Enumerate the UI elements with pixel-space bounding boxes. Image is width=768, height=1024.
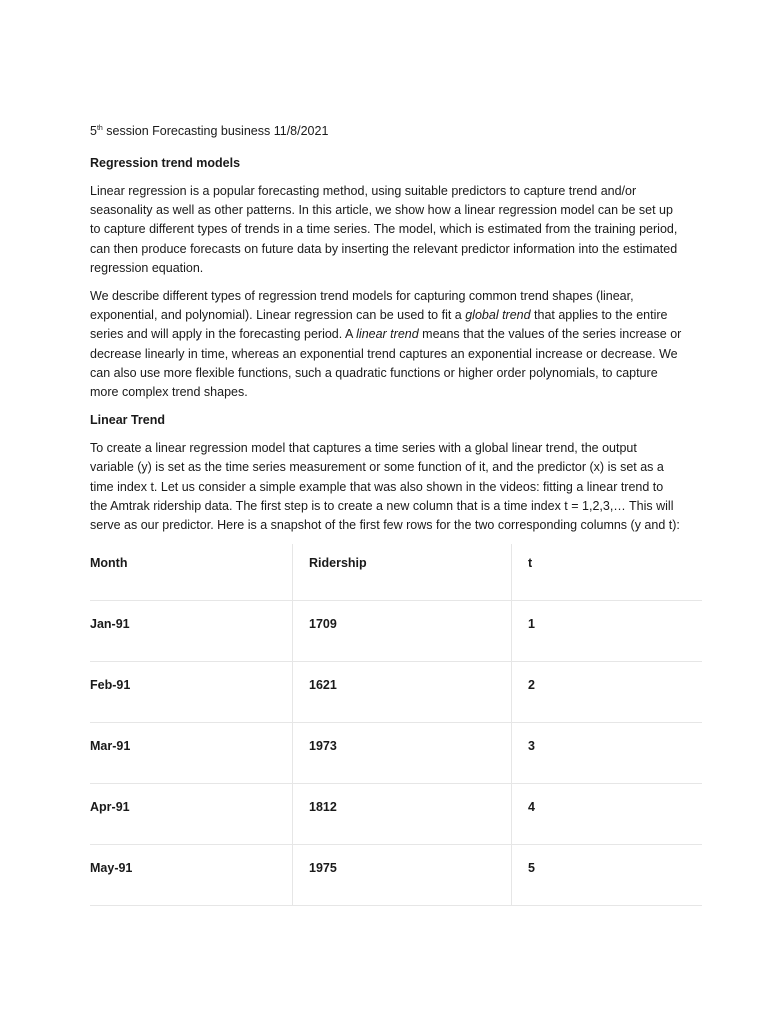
section-heading-linear-trend: Linear Trend [90,413,166,428]
cell-ridership: 1621 [293,662,512,723]
document-page [90,122,682,906]
column-header-t: t [512,544,703,601]
session-number: 5 [90,124,97,138]
column-header-month: Month [90,544,293,601]
cell-t: 4 [512,784,703,845]
cell-month: May-91 [90,845,293,906]
session-ordinal-suffix: th [96,124,103,132]
cell-t: 5 [512,845,703,906]
paragraph-trend-types-part3: means that the values of the series increase or decrease linearly in time, whereas an exponential trend captures an exponential increase or decrease. We can also use more flexible functions, such a quadratic functions or higher order polynomials, to capture more complex trend shapes. [90,327,682,400]
table-row [90,723,702,784]
cell-ridership: 1975 [293,845,512,906]
cell-month: Mar-91 [90,723,293,784]
paragraph-trend-types-part1: We describe different types of regression trend models for capturing common trend shapes (linear, exponential, and polynomial). Linear regression can be used to fit a [90,289,634,323]
cell-t: 1 [512,601,703,662]
table-row [90,845,702,906]
paragraph-trend-types [90,287,682,402]
section-heading-regression-trend-models: Regression trend models [90,156,241,170]
cell-t: 3 [512,723,703,784]
cell-month: Apr-91 [90,784,293,845]
cell-month: Jan-91 [90,601,293,662]
cell-ridership: 1973 [293,723,512,784]
paragraph-linear-trend: To create a linear regression model that captures a time series with a global linear trend, the output variable (y) is set as the time series measurement or some function of it, and the predictor (x) is set as a time index t. Let us consider a simple example that was also shown in the videos: fitting a linear trend to the Amtrak ridership data. The first step is to create a new column that is a time index t = 1,2,3,… This will serve as our predictor. Here is a snapshot of the first few rows for the two corresponding columns (y and t): [90,441,680,533]
cell-month: Feb-91 [90,662,293,723]
session-title [90,122,682,140]
session-title-text: session Forecasting business 11/8/2021 [102,124,329,138]
table-row [90,601,702,662]
cell-ridership: 1709 [293,601,512,662]
emphasis-global-trend: global trend [465,308,531,323]
cell-ridership: 1812 [293,784,512,845]
table-row [90,662,702,723]
paragraph-intro: Linear regression is a popular forecasting method, using suitable predictors to capture trend and/or seasonality as well as other patterns. In this article, we show how a linear regression model can be set up to capture different types of trends in a time series. The model, which is estimated from the training period, can then produce forecasts on future data by inserting the relevant predictor information into the estimated regression equation. [90,184,678,275]
cell-t: 2 [512,662,703,723]
ridership-table [90,544,702,906]
paragraph-trend-types-part2: that applies to the entire series and will apply in the forecasting period. A [90,308,668,342]
table-header-row [90,544,702,601]
column-header-ridership: Ridership [293,544,512,601]
table-row [90,784,702,845]
emphasis-linear-trend: linear trend [356,327,419,342]
